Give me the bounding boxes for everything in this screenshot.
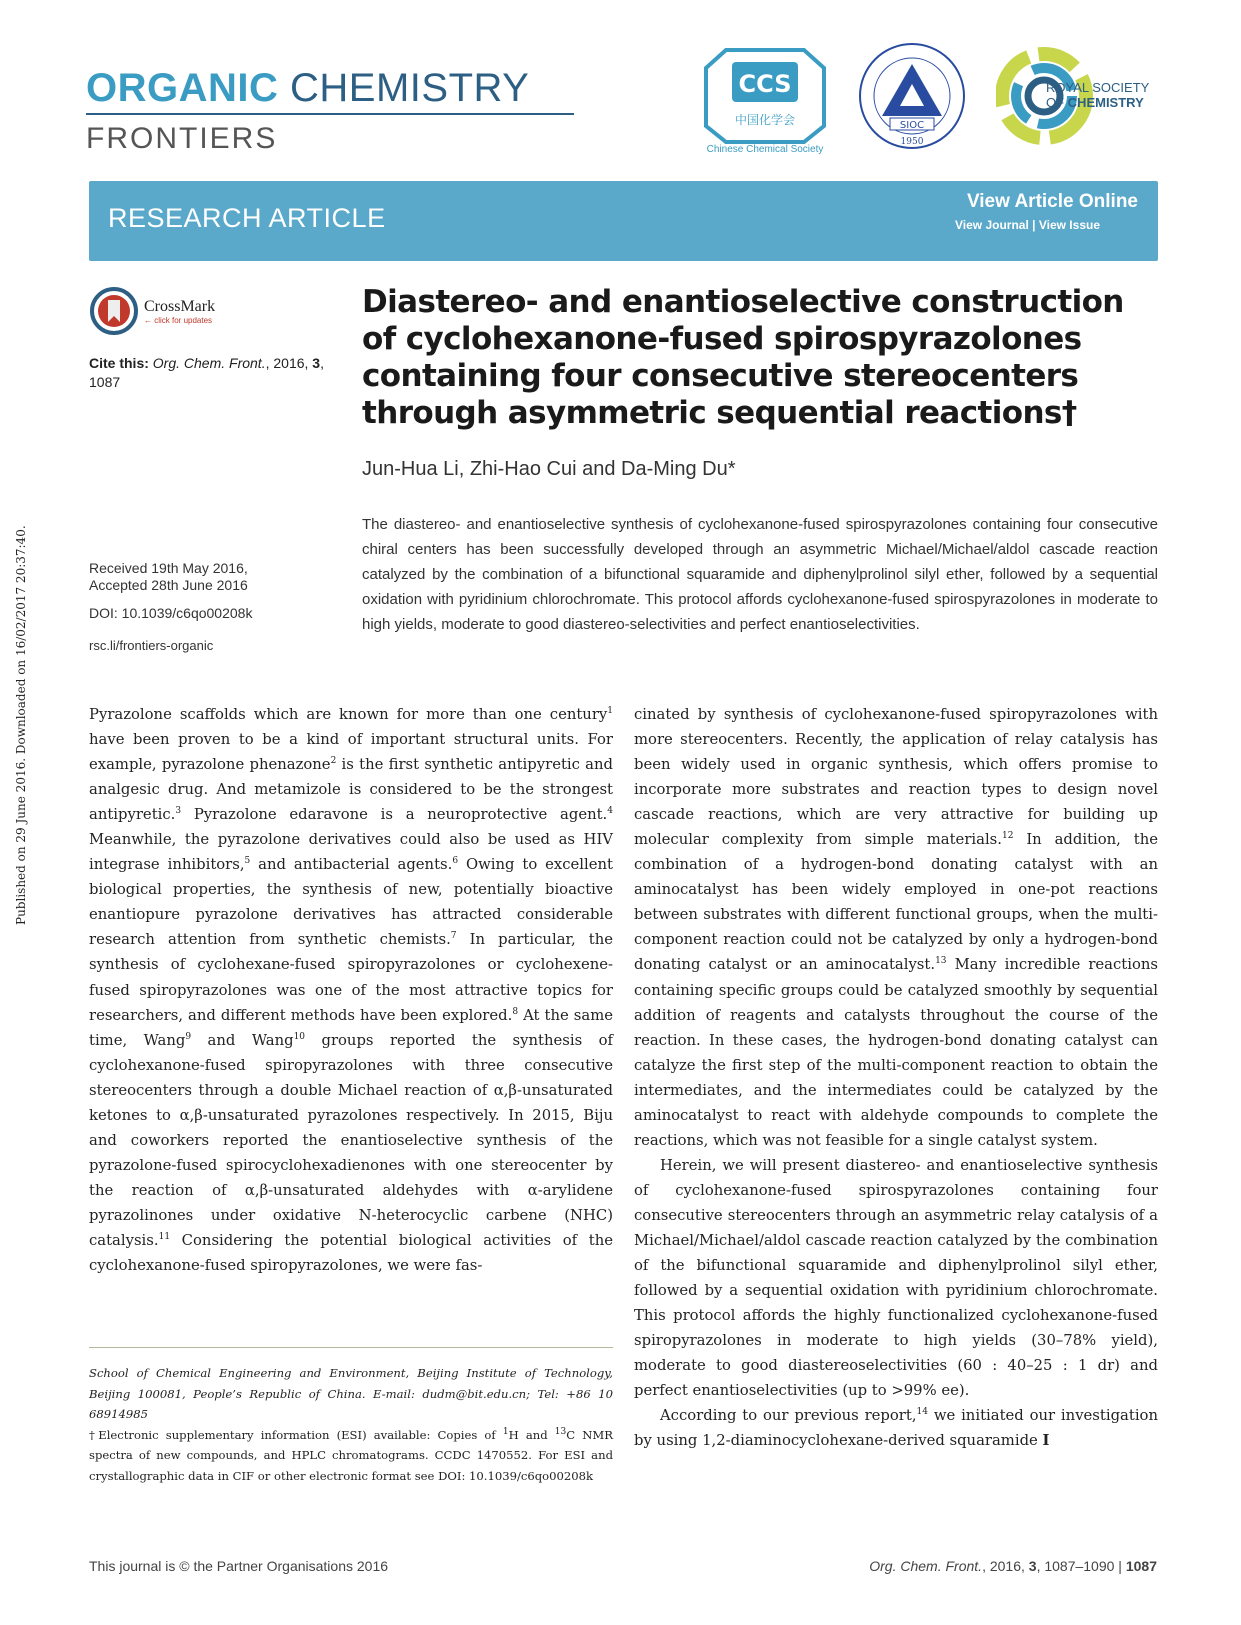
received-date: Received 19th May 2016, bbox=[89, 560, 248, 576]
text-run: H and bbox=[508, 1427, 555, 1442]
footnote-divider bbox=[89, 1347, 613, 1348]
crossmark-label[interactable]: CrossMark bbox=[144, 298, 216, 315]
journal-subtitle: FRONTIERS bbox=[86, 122, 278, 155]
cite-year: , 2016, bbox=[265, 355, 313, 371]
ref-6[interactable]: 6 bbox=[452, 856, 459, 867]
article-banner bbox=[89, 181, 1158, 261]
crossmark-icon[interactable] bbox=[90, 286, 138, 336]
authors: Jun-Hua Li, Zhi-Hao Cui and Da-Ming Du* bbox=[362, 458, 736, 480]
footer-year: , 2016, bbox=[982, 1558, 1029, 1574]
ref-1[interactable]: 1 bbox=[607, 706, 613, 717]
text-run: Pyrazolone scaffolds which are known for more than one century bbox=[89, 706, 608, 723]
ref-11[interactable]: 11 bbox=[158, 1232, 171, 1243]
doi[interactable]: DOI: 10.1039/c6qo00208k bbox=[89, 605, 253, 621]
text-run: cinated by synthesis of cyclohexanone-fused spiropyrazolones with more stereocenters. Recently, the application of relay catalysis has been widely used in organic synthesis, which offers promise to incorporate more substrates and reaction types to design novel cascade reactions, which are very attractive for building up molecular complexity from simple materials. bbox=[634, 706, 1158, 849]
cite-label: Cite this: bbox=[89, 355, 153, 371]
text-run: †Electronic supplementary information (ESI) available: Copies of bbox=[89, 1427, 503, 1442]
text-run: have been proven to be a kind of important structural units. For example, pyrazolone phenazone bbox=[89, 731, 613, 774]
superscript: 1 bbox=[502, 1426, 509, 1437]
journal-link[interactable]: rsc.li/frontiers-organic bbox=[89, 638, 214, 653]
ccs-logo-caption: Chinese Chemical Society bbox=[706, 144, 824, 154]
ref-3[interactable]: 3 bbox=[175, 806, 182, 817]
ref-5[interactable]: 5 bbox=[244, 856, 251, 867]
affiliation: School of Chemical Engineering and Environment, Beijing Institute of Technology, Beijing 100081, People’s Republic of China. E-mail: dudm@bit.edu.cn; Tel: +86 10 68914985 bbox=[89, 1366, 613, 1422]
sioc-logo-text: SIOC bbox=[899, 120, 925, 131]
body-column-right bbox=[634, 702, 1158, 1453]
ref-7[interactable]: 7 bbox=[450, 931, 457, 942]
text-run: According to our previous report, bbox=[660, 1407, 917, 1425]
text-run: we initiated our investigation by using 1,2-diaminocyclohexane-derived squaramide bbox=[634, 1407, 1158, 1450]
rsc-logo-line2-bold: CHEMISTRY bbox=[1067, 95, 1144, 110]
superscript: 13 bbox=[554, 1426, 567, 1437]
text-run: Meanwhile, the pyrazolone derivatives could also be used as HIV integrase inhibitors, bbox=[89, 831, 613, 874]
journal-word-organic: ORGANIC bbox=[86, 66, 279, 110]
paragraph: Herein, we will present diastereo- and enantioselective synthesis of cyclohexanone-fused spirospyrazolones containing four consecutive stereocenters through an asymmetric relay catalysis of a Michael/Michael/aldol cascade reaction catalyzed by the combination of the bifunctional squaramide and diphenylprolinol silyl ether, followed by a sequential oxidation with pyridinium chlorochromate. This protocol affords the highly functionalized cyclohexanone-fused spiropyrazolones in moderate to high yields (30–78% yield), moderate to good diastereoselectivities (60 : 40–25 : 1 dr) and perfect enantioselectivities (up to >99% ee). bbox=[634, 1156, 1158, 1400]
crossmark-sublabel: ← click for updates bbox=[144, 316, 213, 325]
ref-2[interactable]: 2 bbox=[330, 756, 337, 767]
text-run: is the first synthetic antipyretic and analgesic drug. And metamizole is considered to be the strongest antipyretic. bbox=[89, 756, 613, 824]
text-run: At the same time, Wang bbox=[89, 1006, 613, 1049]
ccs-logo bbox=[696, 42, 834, 154]
body-column-left bbox=[89, 702, 613, 1278]
view-issue-link[interactable]: View Issue bbox=[1038, 218, 1100, 232]
cite-rest: , bbox=[320, 355, 324, 371]
text-run: Considering the potential biological activities of the cyclohexanone-fused spiropyrazolones, we were fas- bbox=[89, 1231, 613, 1275]
ref-8[interactable]: 8 bbox=[512, 1006, 519, 1017]
download-stamp bbox=[0, 488, 42, 928]
page-footer-citation bbox=[869, 1558, 1157, 1574]
paragraph bbox=[634, 702, 1158, 1153]
footer-separator: | bbox=[1114, 1558, 1126, 1574]
cite-page: 1087 bbox=[89, 374, 121, 390]
text-run: and Wang bbox=[191, 1031, 294, 1049]
accepted-date: Accepted 28th June 2016 bbox=[89, 577, 248, 593]
text-run: groups reported the synthesis of cyclohexanone-fused spiropyrazolones with three consecutive stereocenters through a double Michael reaction of α,β-unsaturated ketones to α,β-unsaturated pyrazolones respectively. In 2015, Biju and coworkers reported the enantioselective synthesis of the pyrazolone-fused spirocyclohexadienones with one stereocenter by the reaction of α,β-unsaturated aldehydes with α-arylidene pyrazolinones under oxidative N-heterocyclic carbene (NHC) catalysis. bbox=[89, 1031, 614, 1249]
text-run: and antibacterial agents. bbox=[250, 856, 453, 874]
journal-title bbox=[86, 66, 529, 111]
text-run: In particular, the synthesis of cyclohexane-fused spiropyrazolones or cyclohexene-fused spiropyrazolones was one of the most attractive topics for researchers, and different methods have been explored. bbox=[89, 931, 614, 1024]
text-run: Owing to excellent biological properties, the synthesis of new, potentially bioactive enantiopure pyrazolone derivatives has attracted considerable research attention from synthetic chemists. bbox=[89, 856, 614, 949]
footer-journal: Org. Chem. Front. bbox=[869, 1558, 983, 1574]
ccs-logo-text: CCS bbox=[738, 70, 792, 98]
ref-10[interactable]: 10 bbox=[293, 1031, 306, 1042]
view-article-online-link[interactable]: View Article Online bbox=[966, 191, 1138, 212]
download-stamp-text: Published on 29 June 2016. Downloaded on 16/02/2017 20:37:40. bbox=[14, 525, 28, 925]
rsc-logo bbox=[996, 42, 1166, 152]
page-number: 1087 bbox=[1125, 1558, 1157, 1574]
footer-pages: , 1087–1090 bbox=[1036, 1558, 1115, 1574]
esi-note bbox=[89, 1425, 613, 1487]
footnotes bbox=[89, 1363, 613, 1487]
view-links-separator: | bbox=[1028, 218, 1039, 232]
ccs-logo-cn: 中国化学会 bbox=[734, 113, 796, 127]
text-run: Pyrazolone edaravone is a neuroprotective agent. bbox=[181, 806, 608, 824]
footer-volume: 3 bbox=[1028, 1558, 1037, 1574]
citation bbox=[89, 354, 349, 392]
article-type-label: RESEARCH ARTICLE bbox=[108, 203, 386, 233]
paragraph bbox=[634, 1403, 1158, 1453]
ref-13[interactable]: 13 bbox=[935, 956, 947, 967]
abstract: The diastereo- and enantioselective synthesis of cyclohexanone-fused spirospyrazolones containing four consecutive chiral centers has been successfully developed through an asymmetric Michael/Michael/aldol cascade reaction catalyzed by the combination of a bifunctional squaramide and diphenylprolinol silyl ether, followed by a sequential oxidation with pyridinium chlorochromate. This protocol affords cyclohexanone-fused spirospyrazolones in moderate to high yields, moderate to good diastereo-selectivities and perfect enantioselectivities. bbox=[362, 516, 1158, 633]
sioc-logo bbox=[856, 40, 968, 152]
text-run: Many incredible reactions containing specific groups could be catalyzed smoothly by sequential addition of reagents and catalysts throughout the course of the reaction. In these cases, the hydrogen-bond donating catalyst can catalyze the first step of the multi-component reaction to obtain the intermediates, and the intermediates could be catalyzed by the aminocatalyst to react with aldehyde compounds to complete the reactions, which was not feasible for a single catalyst system. bbox=[634, 956, 1158, 1149]
ref-12[interactable]: 12 bbox=[1001, 831, 1014, 842]
crossmark-sub-text: click for updates bbox=[154, 316, 213, 325]
ref-4[interactable]: 4 bbox=[607, 806, 613, 817]
cite-volume: 3 bbox=[312, 355, 321, 371]
sioc-logo-year: 1950 bbox=[900, 137, 924, 147]
rsc-logo-line1: ROYAL SOCIETY bbox=[1046, 80, 1150, 95]
rsc-logo-line2 bbox=[1046, 95, 1144, 110]
ref-9[interactable]: 9 bbox=[185, 1031, 192, 1042]
text-run: In addition, the combination of a hydrogen-bond donating catalyst with an aminocatalyst has been widely employed in one-pot reactions between substrates with different functional groups, when the multi-component reaction could not be catalyzed by only a hydrogen-bond donating catalyst or an aminocatalyst. bbox=[634, 831, 1158, 974]
text-run: C NMR spectra of new compounds, and HPLC chromatograms. CCDC 1470552. For ESI and crystallographic data in CIF or other electronic format see DOI: 10.1039/c6qo00208k bbox=[89, 1427, 613, 1483]
cite-journal: Org. Chem. Front. bbox=[152, 355, 266, 371]
view-journal-link[interactable]: View Journal bbox=[955, 218, 1029, 232]
article-title: Diastereo- and enantioselective construction of cyclohexanone-fused spirospyrazolones containing four consecutive stereocenters through asymmetric sequential reactions† bbox=[362, 284, 1124, 431]
journal-word-chemistry: CHEMISTRY bbox=[290, 66, 530, 110]
view-links bbox=[955, 218, 1100, 232]
paragraph bbox=[89, 702, 613, 1278]
rsc-logo-line2-prefix: OF bbox=[1046, 95, 1068, 110]
copyright-footer: This journal is © the Partner Organisations 2016 bbox=[89, 1558, 389, 1574]
compound-label: I bbox=[1042, 1432, 1050, 1450]
ref-14[interactable]: 14 bbox=[916, 1407, 928, 1418]
title-rule bbox=[86, 113, 574, 115]
